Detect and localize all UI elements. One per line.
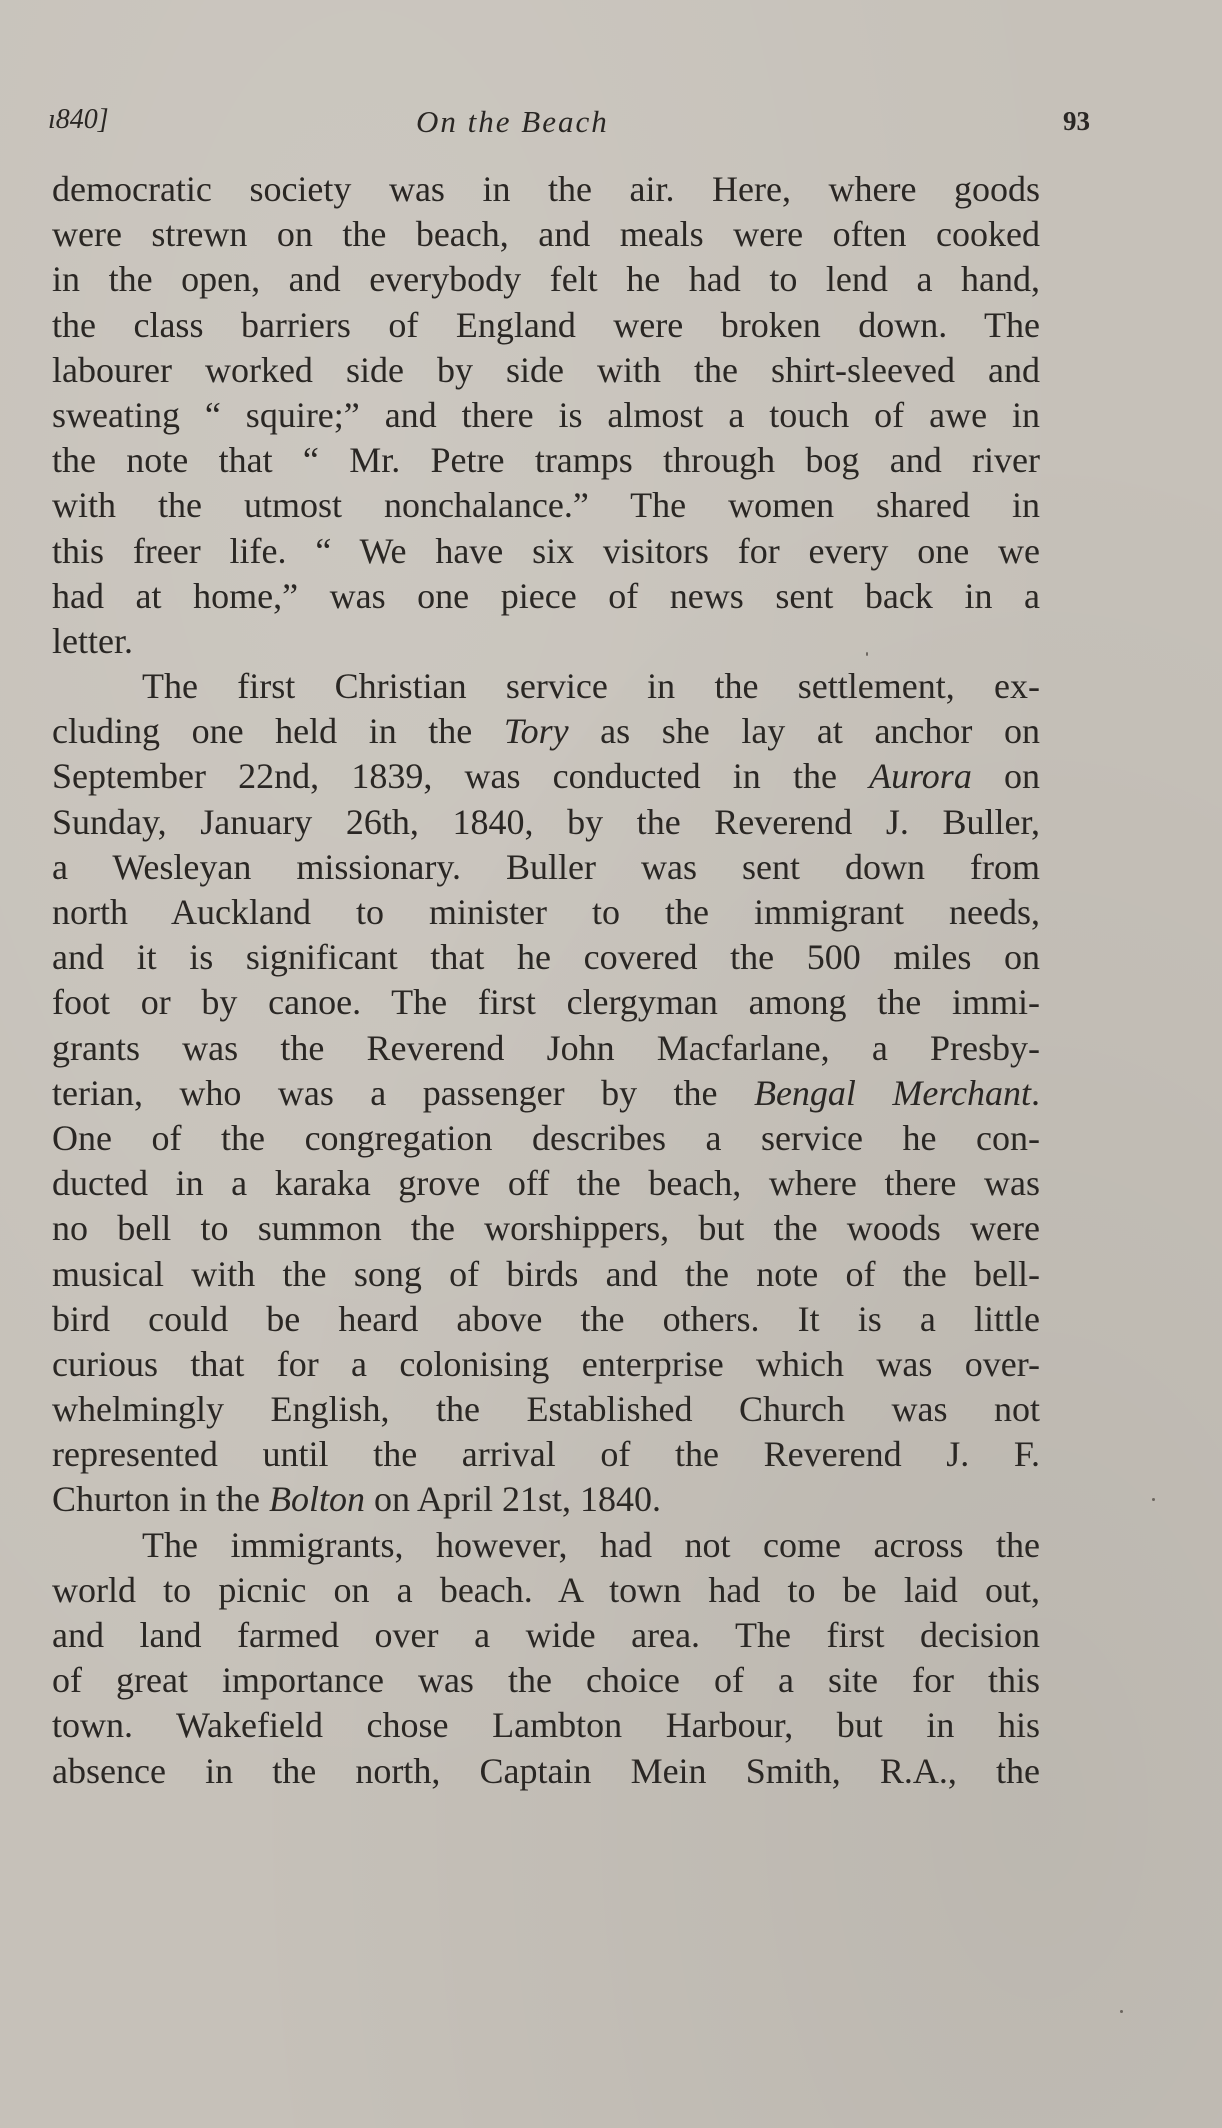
text-line: sweating “ squire;” and there is almost a touch of awe in [52, 394, 1040, 435]
text-line: labourer worked side by side with the shirt-sleeved and [52, 349, 1040, 390]
paragraph-first-line: The immigrants, however, had not come across the [142, 1524, 1040, 1565]
text-line: no bell to summon the worshippers, but the woods were [52, 1208, 1040, 1249]
text-line: terian, who was a passenger by the Bengal Merchant. [52, 1072, 1040, 1113]
text-line: foot or by canoe. The first clergyman among the immi- [52, 982, 1040, 1023]
text-line: north Auckland to minister to the immigrant needs, [52, 892, 1040, 932]
text-line: and it is significant that he covered the 500 miles on [52, 937, 1040, 978]
text-line: ducted in a karaka grove off the beach, where there was [52, 1163, 1040, 1204]
paragraph-first-line: The first Christian service in the settlement, ex- [142, 666, 1040, 707]
text-line: September 22nd, 1839, was conducted in the Aurora on [52, 756, 1041, 797]
text-line: a Wesleyan missionary. Buller was sent down from [52, 846, 1040, 887]
text-line: whelmingly English, the Established Church was not [52, 1389, 1040, 1430]
text-line: the class barriers of England were broken down. The [52, 304, 1040, 345]
page-number: 93 [1063, 106, 1090, 136]
paper-speck [866, 652, 868, 656]
text-line: absence in the north, Captain Mein Smith, R.A., the [52, 1750, 1040, 1791]
text-line: with the utmost nonchalance.” The women shared in [52, 485, 1040, 526]
running-head-title: On the Beach [416, 104, 609, 139]
text-line: Sunday, January 26th, 1840, by the Reverend J. Buller, [52, 801, 1040, 842]
text-line: town. Wakefield chose Lambton Harbour, but in his [52, 1705, 1040, 1746]
paper-speck [1120, 2010, 1123, 2013]
text-line: of great importance was the choice of a site for this [52, 1660, 1040, 1701]
text-line: and land farmed over a wide area. The first decision [52, 1615, 1040, 1655]
text-line: the note that “ Mr. Petre tramps through bog and river [52, 440, 1040, 481]
running-head-year: ı840] [48, 104, 109, 135]
text-line: represented until the arrival of the Reverend J. F. [52, 1434, 1040, 1475]
text-line: letter. [52, 620, 133, 661]
paper-speck [1152, 1498, 1155, 1501]
text-line: were strewn on the beach, and meals were often cooked [52, 214, 1040, 255]
body-text [52, 167, 1040, 1794]
text-line: Churton in the Bolton on April 21st, 1840. [52, 1479, 661, 1520]
text-line: grants was the Reverend John Macfarlane, a Presby- [52, 1027, 1040, 1068]
text-line: in the open, and everybody felt he had to lend a hand, [52, 259, 1040, 300]
text-line: bird could be heard above the others. It is a little [52, 1298, 1040, 1339]
text-line: world to picnic on a beach. A town had to be laid out, [52, 1569, 1040, 1610]
text-line: curious that for a colonising enterprise which was over- [52, 1343, 1040, 1384]
text-line: cluding one held in the Tory as she lay at anchor on [52, 711, 1040, 752]
text-line: democratic society was in the air. Here, where goods [52, 169, 1040, 209]
text-line: musical with the song of birds and the note of the bell- [52, 1253, 1040, 1294]
text-line: this freer life. “ We have six visitors for every one we [52, 530, 1040, 571]
text-line: One of the congregation describes a service he con- [52, 1117, 1040, 1158]
running-head [48, 104, 1090, 148]
text-line: had at home,” was one piece of news sent back in a [52, 575, 1040, 616]
